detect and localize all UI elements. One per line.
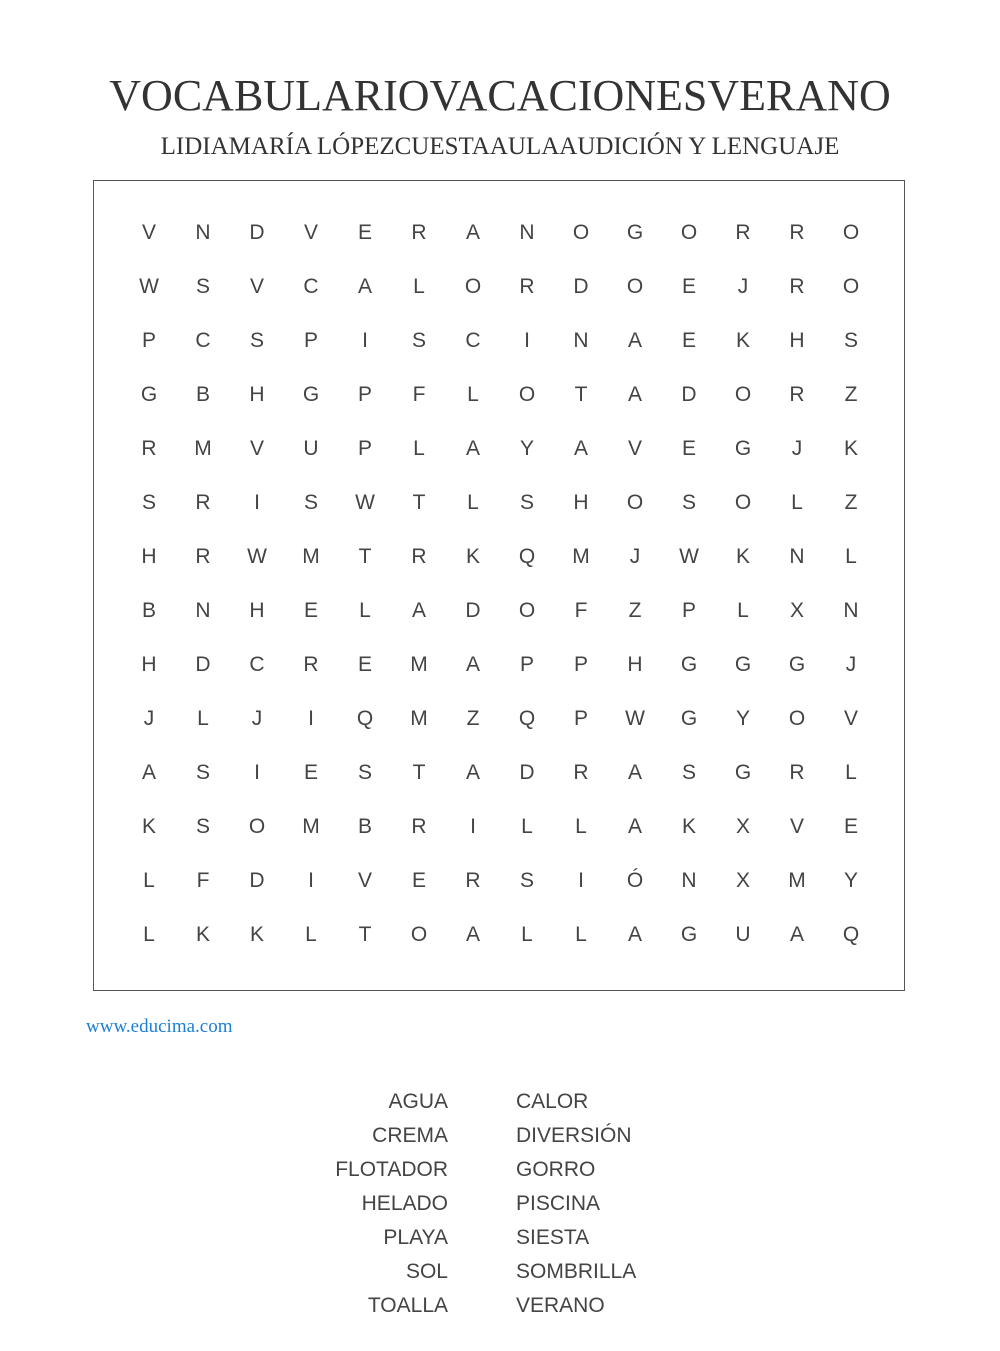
- grid-letter[interactable]: G: [734, 437, 752, 460]
- grid-letter[interactable]: A: [627, 815, 642, 838]
- grid-letter[interactable]: I: [578, 869, 584, 892]
- grid-letter[interactable]: L: [845, 761, 857, 784]
- grid-letter[interactable]: T: [358, 545, 372, 568]
- grid-letter[interactable]: H: [573, 491, 589, 514]
- grid-letter[interactable]: S: [681, 761, 696, 784]
- grid-letter[interactable]: S: [843, 329, 858, 352]
- grid-letter[interactable]: A: [465, 923, 480, 946]
- grid-letter[interactable]: P: [357, 383, 372, 406]
- grid-letter[interactable]: V: [249, 437, 264, 460]
- grid-letter[interactable]: S: [195, 275, 210, 298]
- grid-row: [94, 542, 904, 572]
- grid-letter[interactable]: I: [308, 707, 314, 730]
- grid-letter[interactable]: R: [519, 275, 535, 298]
- grid-letter[interactable]: E: [411, 869, 426, 892]
- grid-letter[interactable]: R: [735, 221, 751, 244]
- grid-letter[interactable]: Z: [844, 491, 858, 514]
- grid-letter[interactable]: L: [737, 599, 749, 622]
- grid-letter[interactable]: A: [573, 437, 588, 460]
- grid-letter[interactable]: S: [519, 491, 534, 514]
- grid-letter[interactable]: G: [680, 923, 698, 946]
- grid-letter[interactable]: W: [247, 545, 267, 568]
- grid-letter[interactable]: L: [305, 923, 317, 946]
- grid-letter[interactable]: Z: [628, 599, 642, 622]
- word-search-grid: [93, 180, 905, 991]
- grid-letter[interactable]: O: [410, 923, 428, 946]
- grid-letter[interactable]: V: [627, 437, 642, 460]
- grid-letter[interactable]: E: [681, 437, 696, 460]
- grid-letter[interactable]: H: [627, 653, 643, 676]
- grid-letter[interactable]: R: [789, 275, 805, 298]
- grid-letter[interactable]: D: [195, 653, 211, 676]
- word-list-item: AGUA: [388, 1090, 448, 1113]
- grid-letter[interactable]: D: [573, 275, 589, 298]
- grid-letter[interactable]: P: [519, 653, 534, 676]
- grid-letter[interactable]: B: [195, 383, 210, 406]
- grid-letter[interactable]: L: [467, 491, 479, 514]
- grid-letter[interactable]: Ó: [626, 869, 644, 892]
- grid-row: [94, 920, 904, 950]
- grid-letter[interactable]: K: [195, 923, 210, 946]
- grid-letter[interactable]: G: [680, 707, 698, 730]
- grid-letter[interactable]: N: [519, 221, 535, 244]
- grid-letter[interactable]: Y: [519, 437, 534, 460]
- grid-letter[interactable]: O: [680, 221, 698, 244]
- word-list-item: PISCINA: [516, 1192, 601, 1215]
- grid-letter[interactable]: A: [357, 275, 372, 298]
- grid-letter[interactable]: E: [303, 599, 318, 622]
- grid-letter[interactable]: J: [629, 545, 641, 568]
- grid-letter[interactable]: K: [465, 545, 480, 568]
- grid-letter[interactable]: R: [789, 221, 805, 244]
- grid-letter[interactable]: V: [357, 869, 372, 892]
- grid-letter[interactable]: O: [518, 599, 536, 622]
- grid-letter[interactable]: V: [303, 221, 318, 244]
- grid-letter[interactable]: D: [249, 869, 265, 892]
- grid-letter[interactable]: L: [791, 491, 803, 514]
- grid-letter[interactable]: G: [140, 383, 158, 406]
- grid-letter[interactable]: B: [141, 599, 156, 622]
- grid-letter[interactable]: S: [303, 491, 318, 514]
- grid-letter[interactable]: L: [521, 815, 533, 838]
- grid-letter[interactable]: C: [465, 329, 481, 352]
- grid-letter[interactable]: N: [789, 545, 805, 568]
- grid-letter[interactable]: Q: [518, 707, 536, 730]
- grid-row: [94, 758, 904, 788]
- grid-letter[interactable]: H: [141, 653, 157, 676]
- word-list-item: PLAYA: [383, 1226, 448, 1249]
- grid-letter[interactable]: I: [254, 761, 260, 784]
- grid-letter[interactable]: J: [737, 275, 749, 298]
- grid-letter[interactable]: W: [139, 275, 159, 298]
- grid-letter[interactable]: A: [465, 653, 480, 676]
- grid-letter[interactable]: E: [843, 815, 858, 838]
- word-list-item: VERANO: [516, 1294, 605, 1317]
- word-list-item: TOALLA: [367, 1294, 448, 1317]
- grid-letter[interactable]: V: [249, 275, 264, 298]
- grid-letter[interactable]: R: [465, 869, 481, 892]
- grid-letter[interactable]: G: [734, 761, 752, 784]
- grid-letter[interactable]: R: [195, 491, 211, 514]
- grid-letter[interactable]: A: [789, 923, 804, 946]
- grid-letter[interactable]: L: [143, 923, 155, 946]
- grid-letter[interactable]: N: [843, 599, 859, 622]
- grid-letter[interactable]: A: [465, 761, 480, 784]
- grid-letter[interactable]: N: [195, 221, 211, 244]
- grid-letter[interactable]: C: [195, 329, 211, 352]
- grid-letter[interactable]: A: [411, 599, 426, 622]
- grid-letter[interactable]: A: [465, 221, 480, 244]
- grid-letter[interactable]: P: [357, 437, 372, 460]
- grid-letter[interactable]: W: [355, 491, 375, 514]
- grid-letter[interactable]: P: [141, 329, 156, 352]
- grid-letter[interactable]: F: [574, 599, 588, 622]
- grid-letter[interactable]: Y: [735, 707, 750, 730]
- grid-letter[interactable]: L: [467, 383, 479, 406]
- grid-letter[interactable]: G: [302, 383, 320, 406]
- grid-letter[interactable]: L: [413, 275, 425, 298]
- grid-letter[interactable]: Y: [843, 869, 858, 892]
- grid-letter[interactable]: L: [575, 923, 587, 946]
- grid-letter[interactable]: I: [470, 815, 476, 838]
- grid-letter[interactable]: O: [464, 275, 482, 298]
- grid-letter[interactable]: F: [196, 869, 210, 892]
- grid-letter[interactable]: O: [842, 221, 860, 244]
- grid-letter[interactable]: E: [303, 761, 318, 784]
- page-title: VOCABULARIOVACACIONESVERANO: [109, 71, 891, 120]
- grid-letter[interactable]: A: [141, 761, 156, 784]
- grid-row: [94, 326, 904, 356]
- grid-letter[interactable]: R: [411, 545, 427, 568]
- grid-letter[interactable]: I: [308, 869, 314, 892]
- grid-letter[interactable]: D: [681, 383, 697, 406]
- grid-row: [94, 866, 904, 896]
- grid-letter[interactable]: P: [573, 707, 588, 730]
- grid-letter[interactable]: M: [410, 653, 428, 676]
- grid-letter[interactable]: P: [303, 329, 318, 352]
- grid-letter[interactable]: U: [735, 923, 751, 946]
- grid-letter[interactable]: S: [249, 329, 264, 352]
- grid-letter[interactable]: R: [573, 761, 589, 784]
- grid-letter[interactable]: R: [411, 815, 427, 838]
- grid-letter[interactable]: M: [572, 545, 590, 568]
- word-list-item: HELADO: [361, 1192, 448, 1215]
- grid-letter[interactable]: A: [627, 383, 642, 406]
- website-link[interactable]: www.educima.com: [86, 1016, 233, 1037]
- grid-letter[interactable]: A: [627, 923, 642, 946]
- grid-letter[interactable]: A: [627, 329, 642, 352]
- grid-letter[interactable]: D: [465, 599, 481, 622]
- grid-letter[interactable]: K: [249, 923, 264, 946]
- grid-letter[interactable]: V: [789, 815, 804, 838]
- word-list-item: SIESTA: [516, 1226, 590, 1249]
- grid-row: [94, 596, 904, 626]
- grid-row: [94, 218, 904, 248]
- grid-letter[interactable]: I: [362, 329, 368, 352]
- grid-letter[interactable]: S: [411, 329, 426, 352]
- grid-letter[interactable]: D: [249, 221, 265, 244]
- grid-letter[interactable]: K: [843, 437, 858, 460]
- grid-letter[interactable]: E: [681, 275, 696, 298]
- grid-letter[interactable]: O: [518, 383, 536, 406]
- grid-letter[interactable]: L: [521, 923, 533, 946]
- grid-letter[interactable]: T: [412, 491, 426, 514]
- grid-letter[interactable]: J: [143, 707, 155, 730]
- grid-letter[interactable]: K: [735, 545, 750, 568]
- grid-letter[interactable]: J: [791, 437, 803, 460]
- grid-letter[interactable]: O: [626, 491, 644, 514]
- grid-letter[interactable]: E: [681, 329, 696, 352]
- grid-letter[interactable]: O: [842, 275, 860, 298]
- grid-letter[interactable]: M: [410, 707, 428, 730]
- grid-row: [94, 812, 904, 842]
- grid-letter[interactable]: P: [573, 653, 588, 676]
- grid-letter[interactable]: H: [249, 383, 265, 406]
- grid-letter[interactable]: S: [141, 491, 156, 514]
- grid-letter[interactable]: Q: [842, 923, 860, 946]
- grid-letter[interactable]: G: [680, 653, 698, 676]
- grid-letter[interactable]: G: [626, 221, 644, 244]
- grid-letter[interactable]: R: [195, 545, 211, 568]
- grid-letter[interactable]: S: [519, 869, 534, 892]
- grid-letter[interactable]: T: [358, 923, 372, 946]
- grid-letter[interactable]: O: [734, 491, 752, 514]
- grid-row: [94, 434, 904, 464]
- word-list-item: SOMBRILLA: [516, 1260, 637, 1283]
- grid-letter[interactable]: Q: [356, 707, 374, 730]
- grid-letter[interactable]: G: [734, 653, 752, 676]
- grid-letter[interactable]: L: [359, 599, 371, 622]
- grid-row: [94, 488, 904, 518]
- grid-letter[interactable]: J: [251, 707, 263, 730]
- grid-letter[interactable]: N: [195, 599, 211, 622]
- grid-letter[interactable]: H: [249, 599, 265, 622]
- grid-letter[interactable]: L: [143, 869, 155, 892]
- word-list-item: SOL: [405, 1260, 448, 1283]
- grid-row: [94, 272, 904, 302]
- grid-letter[interactable]: Z: [466, 707, 480, 730]
- grid-letter[interactable]: R: [303, 653, 319, 676]
- grid-letter[interactable]: P: [681, 599, 696, 622]
- grid-letter[interactable]: N: [681, 869, 697, 892]
- grid-letter[interactable]: N: [573, 329, 589, 352]
- grid-letter[interactable]: O: [788, 707, 806, 730]
- grid-letter[interactable]: I: [524, 329, 530, 352]
- grid-letter[interactable]: L: [197, 707, 209, 730]
- grid-letter[interactable]: H: [789, 329, 805, 352]
- word-list-item: FLOTADOR: [335, 1158, 448, 1181]
- grid-letter[interactable]: X: [735, 815, 750, 838]
- grid-letter[interactable]: E: [357, 221, 372, 244]
- grid-letter[interactable]: K: [141, 815, 156, 838]
- grid-letter[interactable]: J: [845, 653, 857, 676]
- grid-letter[interactable]: C: [249, 653, 265, 676]
- word-list-item: CALOR: [516, 1090, 589, 1113]
- grid-letter[interactable]: A: [627, 761, 642, 784]
- grid-letter[interactable]: D: [519, 761, 535, 784]
- grid-letter[interactable]: A: [465, 437, 480, 460]
- grid-letter[interactable]: W: [679, 545, 699, 568]
- grid-letter[interactable]: I: [254, 491, 260, 514]
- grid-letter[interactable]: B: [357, 815, 372, 838]
- grid-row: [94, 704, 904, 734]
- grid-letter[interactable]: H: [141, 545, 157, 568]
- grid-letter[interactable]: O: [248, 815, 266, 838]
- grid-letter[interactable]: O: [572, 221, 590, 244]
- grid-letter[interactable]: S: [195, 761, 210, 784]
- grid-letter[interactable]: L: [413, 437, 425, 460]
- grid-letter[interactable]: M: [302, 815, 320, 838]
- page-subtitle: LIDIAMARÍA LÓPEZCUESTAAULAAUDICIÓN Y LENGUAJE: [160, 133, 840, 160]
- grid-letter[interactable]: T: [574, 383, 588, 406]
- grid-letter[interactable]: G: [788, 653, 806, 676]
- grid-letter[interactable]: R: [411, 221, 427, 244]
- grid-letter[interactable]: R: [789, 761, 805, 784]
- grid-letter[interactable]: C: [303, 275, 319, 298]
- grid-letter[interactable]: R: [789, 383, 805, 406]
- grid-letter[interactable]: M: [302, 545, 320, 568]
- grid-letter[interactable]: M: [788, 869, 806, 892]
- grid-row: [94, 380, 904, 410]
- grid-letter[interactable]: X: [735, 869, 750, 892]
- grid-letter[interactable]: K: [681, 815, 696, 838]
- grid-letter[interactable]: Z: [844, 383, 858, 406]
- grid-letter[interactable]: V: [843, 707, 858, 730]
- grid-letter[interactable]: O: [734, 383, 752, 406]
- grid-letter[interactable]: U: [303, 437, 319, 460]
- grid-letter[interactable]: S: [357, 761, 372, 784]
- word-list-item: GORRO: [516, 1158, 596, 1181]
- grid-letter[interactable]: V: [141, 221, 156, 244]
- word-list-item: DIVERSIÓN: [516, 1124, 632, 1147]
- grid-letter[interactable]: T: [412, 761, 426, 784]
- grid-letter[interactable]: E: [357, 653, 372, 676]
- grid-row: [94, 650, 904, 680]
- grid-letter[interactable]: X: [789, 599, 804, 622]
- grid-letter[interactable]: O: [626, 275, 644, 298]
- grid-letter[interactable]: S: [195, 815, 210, 838]
- grid-letter[interactable]: R: [141, 437, 157, 460]
- grid-letter[interactable]: W: [625, 707, 645, 730]
- grid-letter[interactable]: Q: [518, 545, 536, 568]
- word-list-item: CREMA: [372, 1124, 448, 1147]
- grid-letter[interactable]: L: [575, 815, 587, 838]
- grid-letter[interactable]: L: [845, 545, 857, 568]
- grid-letter[interactable]: S: [681, 491, 696, 514]
- grid-letter[interactable]: M: [194, 437, 212, 460]
- grid-letter[interactable]: K: [735, 329, 750, 352]
- grid-letter[interactable]: F: [412, 383, 426, 406]
